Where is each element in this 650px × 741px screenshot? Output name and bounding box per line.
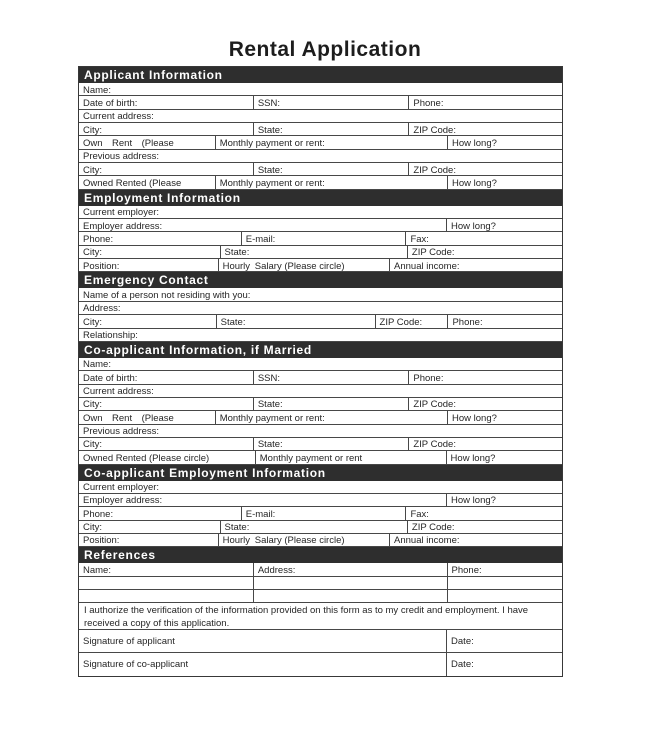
cell-state: State: xyxy=(221,521,408,533)
cell-phone: Phone: xyxy=(79,507,242,519)
form-row xyxy=(79,425,562,438)
cell-how-long: How long? xyxy=(452,177,497,189)
cell-position: Position: xyxy=(79,534,219,546)
cell-annual-income: Annual income: xyxy=(394,260,460,272)
cell-zip-code: ZIP Code: xyxy=(413,439,456,451)
form-row xyxy=(79,411,562,424)
cell-previous-address: Previous address: xyxy=(83,151,160,163)
cell-hourly-salary-please-circle: Hourly Salary (Please circle) xyxy=(219,259,390,271)
form-row xyxy=(79,534,562,547)
form-row xyxy=(79,96,562,109)
cell-empty xyxy=(254,590,448,602)
cell-zip-code: ZIP Code: xyxy=(411,522,455,533)
cell-phone: Phone: xyxy=(79,232,242,244)
form-table xyxy=(78,66,563,677)
form-row xyxy=(79,302,562,315)
section-header-co-applicant-information-if-married xyxy=(79,342,562,358)
form-row xyxy=(79,521,562,534)
cell-zip-code: ZIP Code: xyxy=(411,247,455,259)
cell-city: City: xyxy=(79,438,254,450)
cell-zip-code: ZIP Code: xyxy=(413,399,456,411)
form-row xyxy=(79,246,562,259)
cell-employer-address: Employer address: xyxy=(79,494,447,506)
form-row xyxy=(79,123,562,136)
cell-empty xyxy=(79,577,254,589)
form-row xyxy=(79,563,562,576)
form-row xyxy=(79,358,562,371)
form-row xyxy=(79,110,562,123)
cell-state: State: xyxy=(217,315,376,327)
section-header-references xyxy=(79,547,562,563)
form-row xyxy=(79,507,562,520)
cell-city: City: xyxy=(79,398,254,410)
section-header-label: Employment Information xyxy=(84,190,241,205)
cell-date: Date: xyxy=(451,635,474,647)
form-row xyxy=(79,259,562,272)
cell-how-long: How long? xyxy=(450,452,496,464)
form-row xyxy=(79,232,562,245)
cell-phone: Phone: xyxy=(452,316,483,328)
form-row xyxy=(79,206,562,219)
form-row xyxy=(79,315,562,328)
form-row xyxy=(79,176,562,189)
cell-previous-address: Previous address: xyxy=(83,426,160,437)
cell-owned-rented-please-circle: Owned Rented (Please circle) xyxy=(79,451,256,463)
cell-position: Position: xyxy=(79,259,219,271)
form-row xyxy=(79,150,562,163)
cell-address: Address: xyxy=(83,303,121,315)
cell-e-mail: E-mail: xyxy=(242,232,407,244)
cell-current-employer: Current employer: xyxy=(83,207,160,219)
cell-relationship: Relationship: xyxy=(83,330,138,341)
section-header-label: Co-applicant Employment Information xyxy=(84,465,326,480)
cell-phone: Phone: xyxy=(413,372,444,384)
section-header-co-applicant-employment-information xyxy=(79,465,562,481)
cell-date: Date: xyxy=(451,659,474,671)
cell-owned-rented-please: Owned Rented (Please xyxy=(79,176,216,188)
form-row xyxy=(79,83,562,96)
cell-signature-of-applicant: Signature of applicant xyxy=(79,630,447,652)
cell-how-long: How long? xyxy=(452,412,497,424)
cell-monthly-payment-or-rent: Monthly payment or rent: xyxy=(216,176,448,188)
cell-city: City: xyxy=(79,123,254,135)
section-header-employment-information xyxy=(79,190,562,206)
cell-name: Name: xyxy=(83,359,111,371)
section-header-label: References xyxy=(84,548,156,563)
form-row xyxy=(79,438,562,451)
cell-empty xyxy=(448,590,562,602)
cell-city: City: xyxy=(79,315,217,327)
form-row xyxy=(79,653,562,676)
cell-monthly-payment-or-rent: Monthly payment or rent: xyxy=(216,411,448,423)
form-row xyxy=(79,577,562,590)
cell-empty xyxy=(254,577,448,589)
cell-name: Name: xyxy=(83,84,111,96)
form-row xyxy=(79,603,562,630)
cell-address: Address: xyxy=(254,563,448,575)
cell-zip-code: ZIP Code: xyxy=(413,124,456,136)
cell-current-address: Current address: xyxy=(83,386,154,397)
cell-fax: Fax: xyxy=(410,508,429,520)
cell-signature-of-co-applicant: Signature of co-applicant xyxy=(79,653,447,676)
cell-current-employer: Current employer: xyxy=(83,482,160,493)
cell-i-authorize-the-verification-of-the-information-provided-on-this-form-as-to-my-credit-and-employment-i-have-received-a-copy-of-this-application: I authorize the verification of the information provided on this form as to my credit and employment. I have received a copy of this application. xyxy=(84,605,529,629)
cell-how-long: How long? xyxy=(451,495,496,507)
form-row xyxy=(79,136,562,149)
form-row xyxy=(79,481,562,494)
cell-city: City: xyxy=(79,163,254,175)
section-header-emergency-contact xyxy=(79,272,562,288)
cell-phone: Phone: xyxy=(451,564,482,576)
form-row xyxy=(79,329,562,342)
cell-state: State: xyxy=(254,163,410,175)
cell-name-of-a-person-not-residing-with-you: Name of a person not residing with you: xyxy=(83,289,251,301)
form-row xyxy=(79,630,562,653)
cell-monthly-payment-or-rent: Monthly payment or rent: xyxy=(216,136,448,148)
form-row xyxy=(79,494,562,507)
cell-hourly-salary-please-circle: Hourly Salary (Please circle) xyxy=(219,534,390,546)
section-header-applicant-information xyxy=(79,67,562,83)
form-row xyxy=(79,219,562,232)
form-row xyxy=(79,371,562,384)
form-row xyxy=(79,451,562,464)
cell-employer-address: Employer address: xyxy=(79,219,447,231)
section-header-label: Emergency Contact xyxy=(84,273,209,288)
cell-e-mail: E-mail: xyxy=(242,507,407,519)
cell-current-address: Current address: xyxy=(83,111,154,123)
cell-name: Name: xyxy=(79,563,254,575)
cell-how-long: How long? xyxy=(452,137,497,149)
cell-state: State: xyxy=(221,246,408,258)
cell-ssn: SSN: xyxy=(254,96,410,108)
cell-state: State: xyxy=(254,123,410,135)
cell-own-rent-please: Own Rent (Please xyxy=(79,411,216,423)
cell-state: State: xyxy=(254,398,410,410)
cell-empty xyxy=(448,577,562,589)
form-row xyxy=(79,398,562,411)
cell-monthly-payment-or-rent: Monthly payment or rent xyxy=(256,451,447,463)
section-header-label: Co-applicant Information, if Married xyxy=(84,342,312,357)
cell-zip-code: ZIP Code: xyxy=(413,164,456,176)
cell-own-rent-please: Own Rent (Please xyxy=(79,136,216,148)
form-row xyxy=(79,385,562,398)
cell-zip-code: ZIP Code: xyxy=(376,315,449,327)
cell-how-long: How long? xyxy=(451,220,496,232)
cell-date-of-birth: Date of birth: xyxy=(79,371,254,383)
cell-city: City: xyxy=(79,246,221,258)
form-row xyxy=(79,288,562,301)
section-header-label: Applicant Information xyxy=(84,68,223,82)
cell-annual-income: Annual income: xyxy=(394,535,460,547)
form-row xyxy=(79,163,562,176)
cell-date-of-birth: Date of birth: xyxy=(79,96,254,108)
cell-fax: Fax: xyxy=(410,233,429,245)
cell-empty xyxy=(79,590,254,602)
cell-phone: Phone: xyxy=(413,97,444,109)
page-title: Rental Application xyxy=(228,38,422,61)
cell-city: City: xyxy=(79,521,221,533)
form-row xyxy=(79,590,562,603)
cell-ssn: SSN: xyxy=(254,371,410,383)
cell-state: State: xyxy=(254,438,410,450)
